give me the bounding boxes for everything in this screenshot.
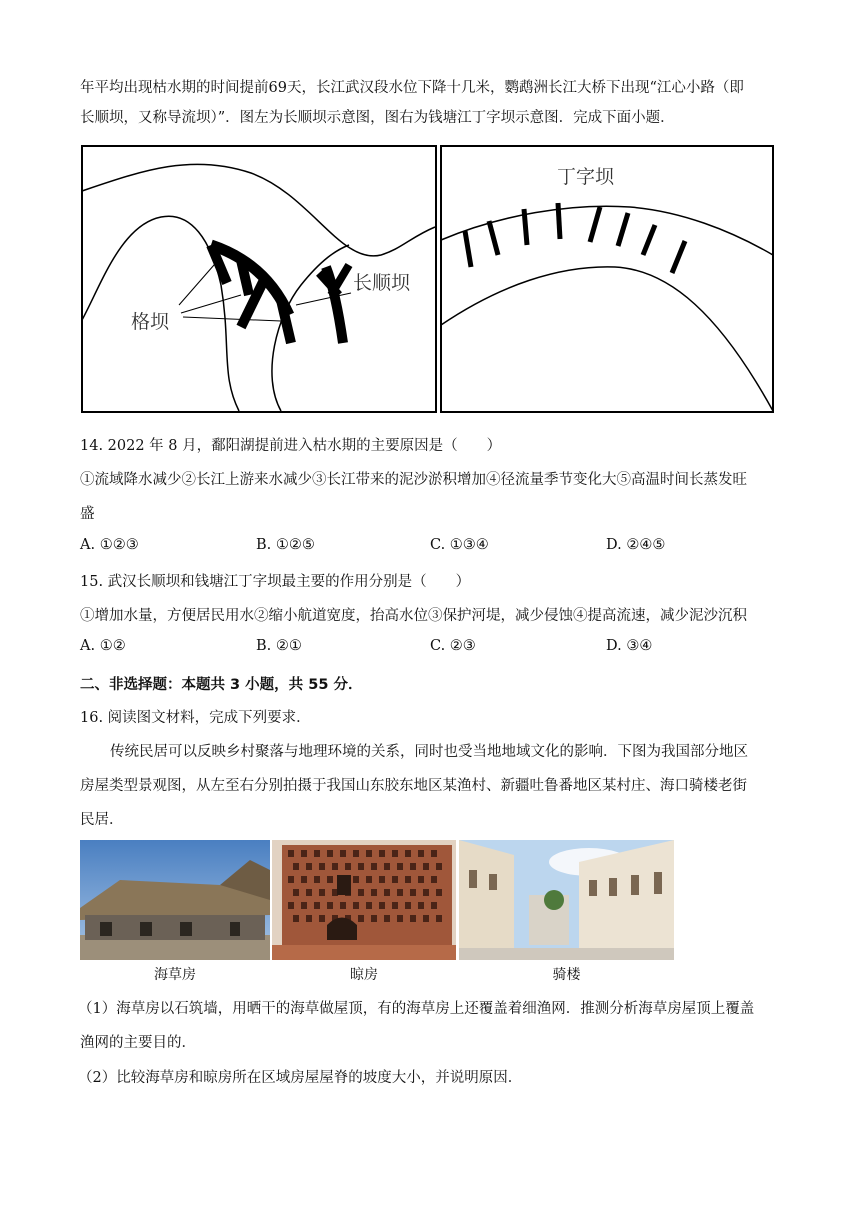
section-heading: 二、非选择题：本题共 3 小题，共 55 分．: [80, 677, 363, 693]
intro-line-1: 年平均出现枯水期的时间提前69天，长江武汉段水位下降十几米，鹦鹉洲长江大桥下出现“江心小路（即: [80, 80, 744, 96]
q15-items-line-1: ①增加水量，方便居民用水②缩小航道宽度，抬高水位③保护河堤，减少侵蚀④提高流速，减少泥沙沉积: [80, 608, 747, 624]
q14-option-c: C. ①③④: [430, 537, 489, 553]
q14-stem: 14. 2022 年 8 月，鄱阳湖提前进入枯水期的主要原因是（ ）: [80, 438, 502, 454]
arcade-house-photo: [459, 840, 674, 960]
long-dam-label: 长顺坝: [353, 272, 411, 294]
q15-option-a: A. ①②: [80, 638, 126, 654]
q16-para-line-1: 传统民居可以反映乡村聚落与地理环境的关系，同时也受当地地域文化的影响．下图为我国部分地区: [110, 744, 748, 760]
q15-option-b: B. ②①: [256, 638, 302, 654]
seaweed-house-caption: 海草房: [154, 967, 196, 983]
q14-option-d: D. ②④⑤: [606, 537, 666, 553]
q16-sub1-line-2: 渔网的主要目的．: [80, 1035, 196, 1051]
q14-items-line-1: ①流域降水减少②长江上游来水减少③长江带来的泥沙淤积增加④径流量季节变化大⑤高温时间长蒸发旺: [80, 472, 747, 488]
arcade-house-caption: 骑楼: [552, 967, 581, 983]
q15-stem: 15. 武汉长顺坝和钱塘江丁字坝最主要的作用分别是（ ）: [80, 574, 471, 590]
long-dam-diagram: [81, 145, 437, 413]
drying-house-photo: [272, 840, 456, 960]
seaweed-house-photo: [80, 840, 270, 960]
q14-option-b: B. ①②⑤: [256, 537, 315, 553]
q15-option-c: C. ②③: [430, 638, 476, 654]
intro-line-2: 长顺坝，又称导流坝）”．图左为长顺坝示意图，图右为钱塘江丁字坝示意图．完成下面小题．: [80, 110, 675, 126]
spur-dam-diagram: [440, 145, 774, 413]
q16-stem: 16. 阅读图文材料，完成下列要求．: [80, 710, 311, 726]
q15-option-d: D. ③④: [606, 638, 653, 654]
spur-dam-label: 丁字坝: [557, 166, 615, 188]
q16-para-line-2: 房屋类型景观图，从左至右分别拍摄于我国山东胶东地区某渔村、新疆吐鲁番地区某村庄、海口骑楼老街: [80, 778, 747, 794]
grid-dam-label: 格坝: [131, 311, 170, 333]
q14-items-line-2: 盛: [80, 506, 95, 522]
q16-sub2: （2）比较海草房和晾房所在区域房屋屋脊的坡度大小，并说明原因．: [78, 1070, 523, 1086]
q14-option-a: A. ①②③: [80, 537, 139, 553]
q16-sub1-line-1: （1）海草房以石筑墙，用晒干的海草做屋顶，有的海草房上还覆盖着细渔网．推测分析海草房屋顶上覆盖: [78, 1001, 755, 1017]
drying-house-caption: 晾房: [350, 967, 378, 983]
q16-para-line-3: 民居．: [80, 812, 124, 828]
